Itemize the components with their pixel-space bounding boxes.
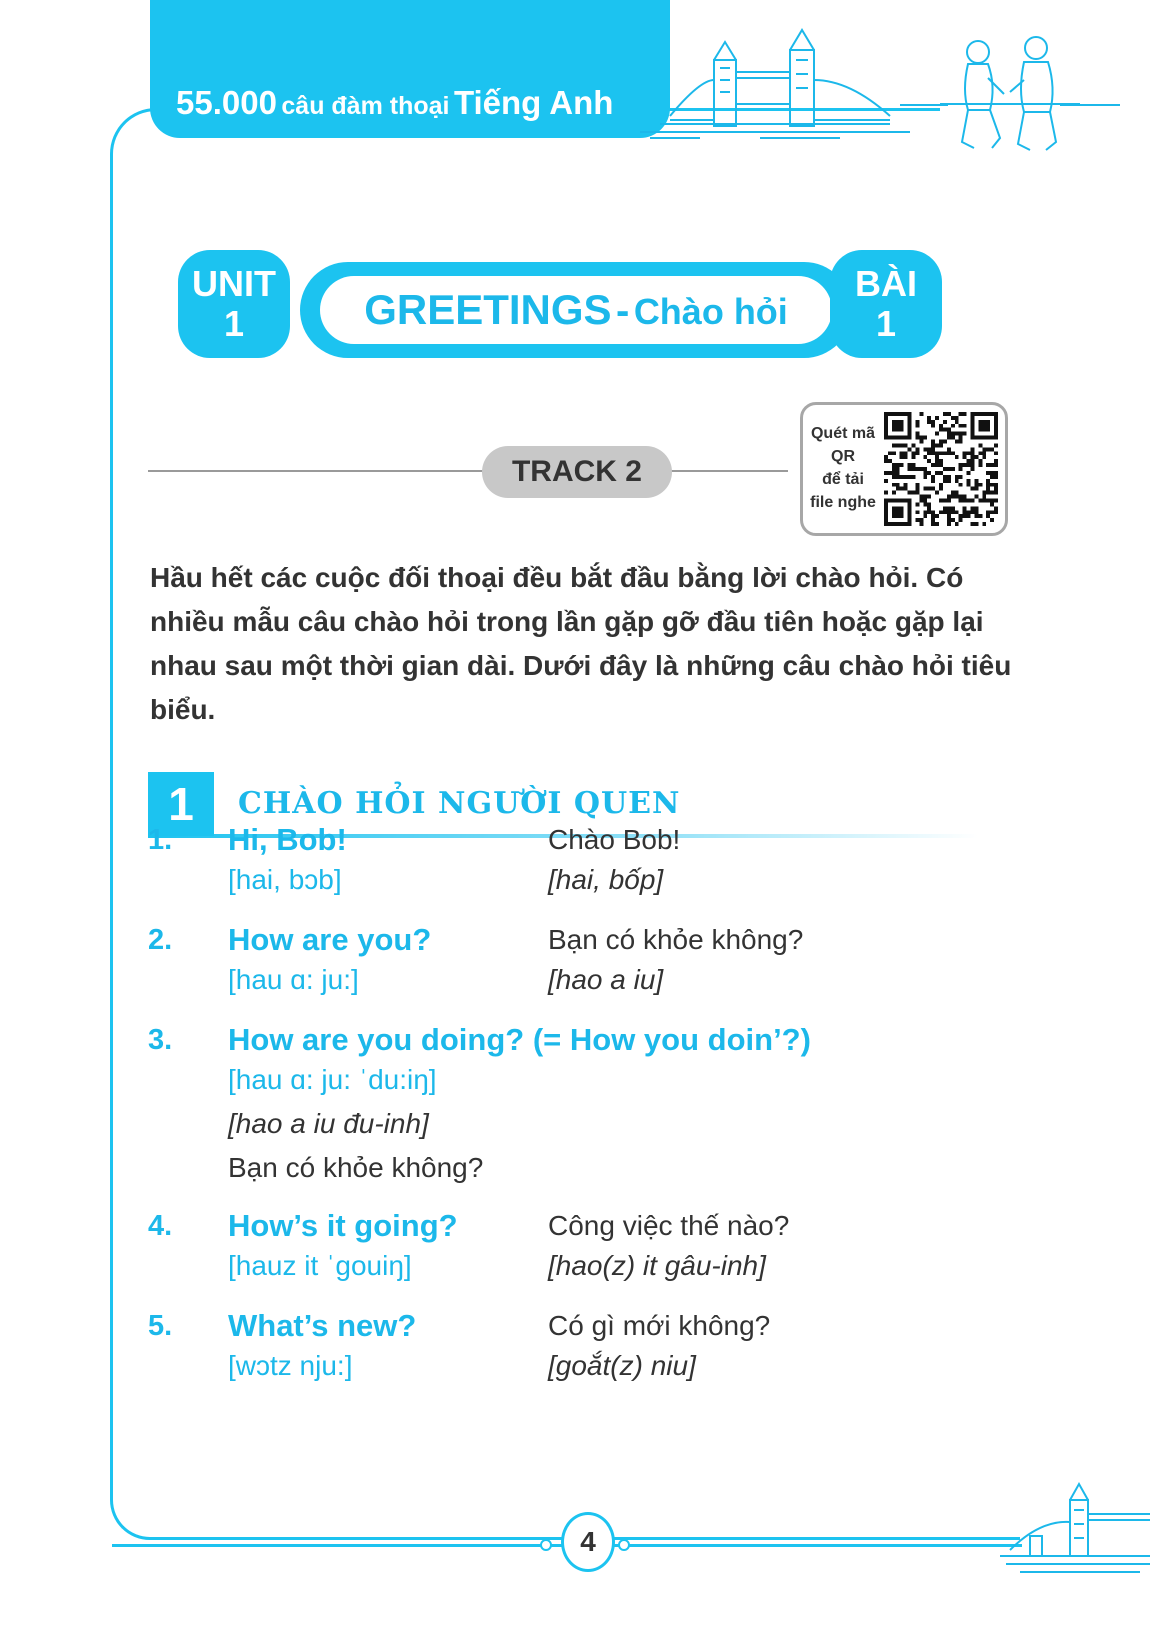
phrase-english: How are you doing? (= How you doin’?) [228, 1022, 811, 1057]
phrase-pronunciation-vi: [hao a iu đu-inh] [228, 1108, 429, 1139]
phrase-english: How are you? [228, 922, 432, 957]
lesson-title-vi: Chào hỏi [633, 291, 788, 332]
section-number: 1 [148, 772, 214, 836]
phrase-english: What’s new? [228, 1308, 417, 1343]
phrase-pronunciation-vi: [hai, bốp] [548, 864, 664, 895]
phrase-translation: Bạn có khỏe không? [228, 1152, 484, 1183]
footer-bridge-illustration [1000, 1470, 1150, 1580]
lesson-title-separator: - [616, 289, 630, 333]
book-title-number: 55.000 [176, 84, 277, 121]
footer-dot [618, 1539, 630, 1551]
unit-badge [178, 250, 290, 358]
phrase-ipa: [hai, bɔb] [228, 864, 342, 895]
lesson-title-en: GREETINGS [364, 286, 612, 333]
phrase-translation: Chào Bob! [548, 824, 681, 855]
phrase-number: 4. [148, 1210, 173, 1242]
qr-code-icon[interactable] [884, 412, 998, 526]
qr-caption-line: Quét mã [810, 425, 875, 442]
phrase-ipa: [hau ɑ: ju: ˈdu:iŋ] [228, 1064, 437, 1095]
lesson-badge [830, 250, 942, 358]
lesson-label: BÀI [855, 263, 917, 304]
phrase-english: How’s it going? [228, 1208, 458, 1243]
footer-dot [540, 1539, 552, 1551]
section-title: CHÀO HỎI NGƯỜI QUEN [238, 786, 681, 821]
unit-number: 1 [223, 303, 245, 344]
book-title-middle: câu đàm thoại [281, 92, 450, 120]
phrase-english: Hi, Bob! [228, 822, 347, 857]
page-number: 4 [561, 1512, 615, 1572]
book-title-end: Tiếng Anh [453, 84, 614, 121]
phrase-translation: Có gì mới không? [548, 1310, 771, 1341]
tower-bridge-illustration [640, 20, 910, 140]
track-divider [148, 470, 788, 472]
qr-caption-line: QR [831, 448, 855, 465]
people-sitting-illustration [940, 30, 1080, 160]
intro-paragraph: Hầu hết các cuộc đối thoại đều bắt đầu bằng lời chào hỏi. Có nhiều mẫu câu chào hỏi trong lần gặp gỡ đầu tiên hoặc gặp lại nhau sau một thời gian dài. Dưới đây là những câu chào hỏi tiêu biểu. [150, 562, 1012, 725]
phrase-pronunciation-vi: [hao(z) it gâu-inh] [548, 1250, 766, 1281]
phrase-pronunciation-vi: [hao a iu] [548, 964, 664, 995]
qr-caption-line: để tải [822, 471, 864, 488]
lesson-title [320, 276, 832, 344]
unit-label: UNIT [192, 263, 276, 304]
book-title [176, 84, 613, 122]
phrase-pronunciation-vi: [goắt(z) niu] [548, 1350, 696, 1381]
phrase-number: 1. [148, 824, 173, 856]
lesson-number: 1 [875, 303, 897, 344]
qr-caption-line: file nghe [810, 494, 876, 511]
phrase-number: 2. [148, 924, 173, 956]
phrase-number: 5. [148, 1310, 173, 1342]
phrase-number: 3. [148, 1024, 173, 1056]
phrase-translation: Bạn có khỏe không? [548, 924, 804, 955]
phrase-ipa: [hau ɑ: ju:] [228, 964, 359, 995]
track-label: TRACK 2 [482, 446, 672, 498]
phrase-ipa: [hauz it ˈgouiŋ] [228, 1250, 412, 1281]
phrase-translation: Công việc thế nào? [548, 1210, 790, 1241]
phrase-ipa: [wɔtz nju:] [228, 1350, 353, 1381]
qr-caption [806, 422, 880, 514]
